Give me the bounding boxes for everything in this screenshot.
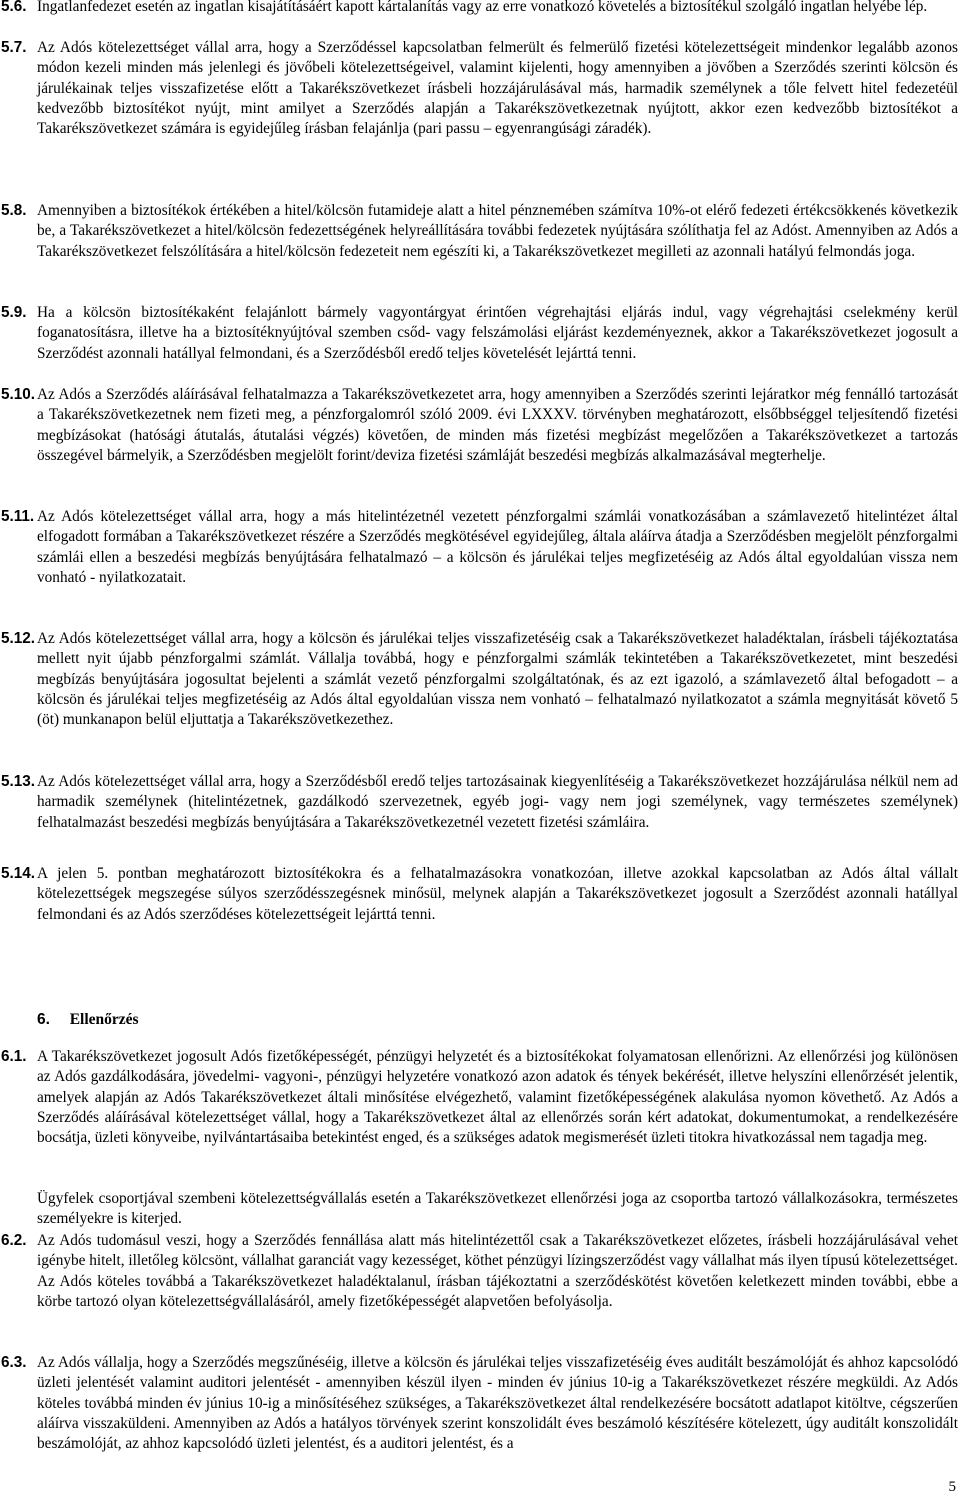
clause-number: 6.2. [1,1232,27,1249]
clause-text: Az Adós kötelezettséget vállal arra, hogy a Szerződéssel kapcsolatban felmerült és felmerülő fizetési kötelezettségeit mindenkor legalább azonos módon kezeli minden más jelenlegi és jövőbeli kötelezettségeivel, valamint kijelenti, hogy amennyiben a jövőben a Szerződés szerinti kölcsön és járulékainak teljes visszafizetése előtt a Takarékszövetkezet írásbeli hozzájárulásával más, harmadik személynek a tőle felvett hitel fedezetéül kedvezőbb biztosítékot nyújt, mint amilyet a Szerződés alapján a Takarékszövetkezetnak nyújtott, akkor ezen kedvezőbb biztosítékot a Takarékszövetkezet számára is egyidejűleg írásban felajánlja (pari passu – egyenrangúsági záradék). [37,39,958,138]
clause-5-10 [0,385,960,466]
clause-5-14 [0,864,960,925]
clause-text: Az Adós kötelezettséget vállal arra, hogy a más hitelintézetnél vezetett pénzforgalmi számlái vonatkozásában a számlavezető hitelintézet által elfogadott formában a Takarékszövetkezet részére a Szerződés megkötésével egyidejűleg, általa aláírva átadja a Szerződésben megjelölt pénzforgalmi számlái ellen a beszedési megbízás benyújtására felhatalmazó – a kölcsön és járulékai teljes megfizetéséig az Adós által egyoldalúan vissza nem vonható - nyilatkozatait. [37,508,958,587]
clause-number: 5.12. [1,630,36,647]
clause-text: Ügyfelek csoportjával szembeni kötelezettségvállalás esetén a Takarékszövetkezet ellenőrzési joga az csoportba tartozó vállalkozásokra, természetes személyekre is kiterjed. [37,1190,958,1228]
clause-number: 5.11. [1,508,35,525]
clause-5-8 [0,201,960,262]
clause-6-2 [0,1231,960,1312]
clause-number: 6.3. [1,1354,27,1371]
clause-number: 5.13. [1,773,36,790]
clause-5-11 [0,507,960,588]
clause-6-1-continuation [0,1189,960,1230]
clause-number: 6.1. [1,1048,27,1065]
section-number: 6. [37,1011,50,1028]
clause-text: A jelen 5. pontban meghatározott biztosítékokra és a felhatalmazásokra vonatkozóan, illetve azokkal kapcsolatban az Adós által vállalt kötelezettségek megszegése súlyos szerződésszegésnek minősül, melynek alapján a Takarékszövetkezet jogosult a Szerződést azonnali hatállyal felmondani és az Adós szerződéses kötelezettségeit lejárttá tenni. [37,865,958,923]
clause-6-1 [0,1047,960,1149]
clause-5-12 [0,629,960,731]
clause-text: Az Adós tudomásul veszi, hogy a Szerződés fennállása alatt más hitelintézettől csak a Takarékszövetkezet előzetes, írásbeli hozzájárulásával vehet igénybe hitelt, illetőleg kölcsönt, vállalhat garanciát vagy kezességet, köthet pénzügyi lízingszerződést vagy vállalhat más ilyen típusú kötelezettséget. Az Adós köteles továbbá a Takarékszövetkezet haladéktalanul, írásban tájékoztatni a szerződéskötést követően keletkezett minden további, ebbe a körbe tartozó olyan kötelezettségvállalásáról, amely fizetőképességét alapvetően befolyásolja. [37,1232,958,1311]
clause-text: Az Adós a Szerződés aláírásával felhatalmazza a Takarékszövetkezetet arra, hogy amennyiben a Szerződés szerinti lejáratkor még fennálló tartozását a Takarékszövetkezetnek nem fizeti meg, a pénzforgalomról szóló 2009. évi LXXXV. törvényben meghatározott, elsőbbséggel teljesítendő fizetési megbízásokat (hatósági átutalás, átutalási végzés) követően, de minden más fizetési megbízást megelőzően a Takarékszövetkezet a tartozás összegével bármelyik, a Szerződésben megjelölt forint/deviza fizetési számláját beszedési megbízás alkalmazásával megterhelje. [37,386,958,465]
clause-text: Ha a kölcsön biztosítékaként felajánlott bármely vagyontárgyat érintően végrehajtási eljárás indul, vagy végrehajtási cselekmény kerül foganatosításra, illetve ha a biztosítéknyújtóval szemben csőd- vagy felszámolási eljárást kezdeményeznek, akkor a Takarékszövetkezet jogosult a Szerződést azonnali hatállyal felmondani, és a Szerződésből eredő teljes követelését lejárttá tenni. [37,304,958,362]
section-heading [37,1010,139,1030]
clause-5-13 [0,772,960,833]
clause-number: 5.14. [1,865,36,882]
clause-text: Az Adós kötelezettséget vállal arra, hogy a kölcsön és járulékai teljes visszafizetéséig csak a Takarékszövetkezet haladéktalan, írásbeli tájékoztatása mellett nyit újabb pénzforgalmi számlát. Vállalja továbbá, hogy e pénzforgalmi számlák tekintetében a Takarékszövetkezetet, mint beszedési megbízás benyújtására jogosultat bejelenti a számlát vezető pénzforgalmi szolgáltatónak, és az ezt igazoló, a számlavezető által befogadott – a kölcsön és járulékai teljes megfizetéséig az Adós által egyoldalúan vissza nem vonható – felhatalmazó nyilatkozatot a számla megnyitását követő 5 (öt) munkanapon belül eljuttatja a Takarékszövetkezethez. [37,630,958,729]
page-number: 5 [948,1479,956,1495]
clause-number: 5.9. [1,304,27,321]
clause-text: Amennyiben a biztosítékok értékében a hitel/kölcsön futamideje alatt a hitel pénznemében számítva 10%-ot elérő fedezeti értékcsökkenés következik be, a Takarékszövetkezet a hitel/kölcsön fedezettségének helyreállítására további fedezetek nyújtására szólíthatja fel az Adóst. Amennyiben az Adós a Takarékszövetkezet felszólítására a hitel/kölcsön fedezeteit nem egészíti ki, a Takarékszövetkezet megilleti az azonnali hatályú felmondás joga. [37,202,958,260]
clause-5-9 [0,303,960,364]
clause-number: 5.8. [1,202,27,219]
clause-5-6 [0,0,960,17]
clause-number: 5.10. [1,386,36,403]
clause-number: 5.6. [1,0,27,15]
clause-number: 5.7. [1,39,27,56]
clause-text: Az Adós kötelezettséget vállal arra, hogy a Szerződésből eredő teljes tartozásainak kiegyenlítéséig a Takarékszövetkezet hozzájárulása nélkül nem ad harmadik személynek (hitelintézetnek, gazdálkodó szervezetnek, egyéb jogi- vagy nem jogi személynek, vagy természetes személynek) felhatalmazást beszedési megbízás benyújtására a Takarékszövetkezetnél vezetett fizetési számláira. [37,773,958,831]
section-title: Ellenőrzés [69,1011,139,1028]
clause-text: Az Adós vállalja, hogy a Szerződés megszűnéséig, illetve a kölcsön és járulékai teljes visszafizetéséig éves auditált beszámolóját és ahhoz kapcsolódó üzleti jelentését valamint auditori jelentését - amennyiben készül ilyen - minden év június 10-ig a Takarékszövetkezet részére megküldi. Az Adós köteles továbbá minden év június 10-ig a minősítéséhez szükséges, a Takarékszövetkezet által rendelkezésére bocsátott adatlapot kitöltve, cégszerűen aláírva visszaküldeni. Amennyiben az Adós a hatályos törvények szerint konszolidált éves beszámoló készítésére kötelezett, úgy auditált konszolidált beszámolóját, az ahhoz kapcsolódó üzleti jelentést, és a auditori jelentést, és a [37,1354,958,1453]
clause-text: A Takarékszövetkezet jogosult Adós fizetőképességét, pénzügyi helyzetét és a biztosítékokat folyamatosan ellenőrizni. Az ellenőrzési jog különösen az Adós gazdálkodására, jövedelmi- vagyoni-, pénzügyi helyzetére vonatkozó azon adatok és tények bekérését, illetve helyszíni ellenőrzését jelentik, amelyek alapján az Adós Takarékszövetkezet általi minősítése elvégezhető, valamint fizetőképességének alakulása nyomon követhető. Az Adós a Szerződés aláírásával kötelezettséget vállal, hogy a Takarékszövetkezet által az ellenőrzés során kért adatokat, dokumentumokat, a rendelkezésére bocsátja, üzleti könyveibe, nyilvántartásaiba betekintést enged, és a szükséges adatok megismerését üzleti titokra hivatkozással nem tagadja meg. [37,1048,958,1147]
clause-5-7 [0,38,960,140]
clause-text: Ingatlanfedezet esetén az ingatlan kisajátításáért kapott kártalanítás vagy az erre vonatkozó követelés a biztosítékul szolgáló ingatlan helyébe lép. [37,0,928,15]
clause-6-3 [0,1353,960,1455]
